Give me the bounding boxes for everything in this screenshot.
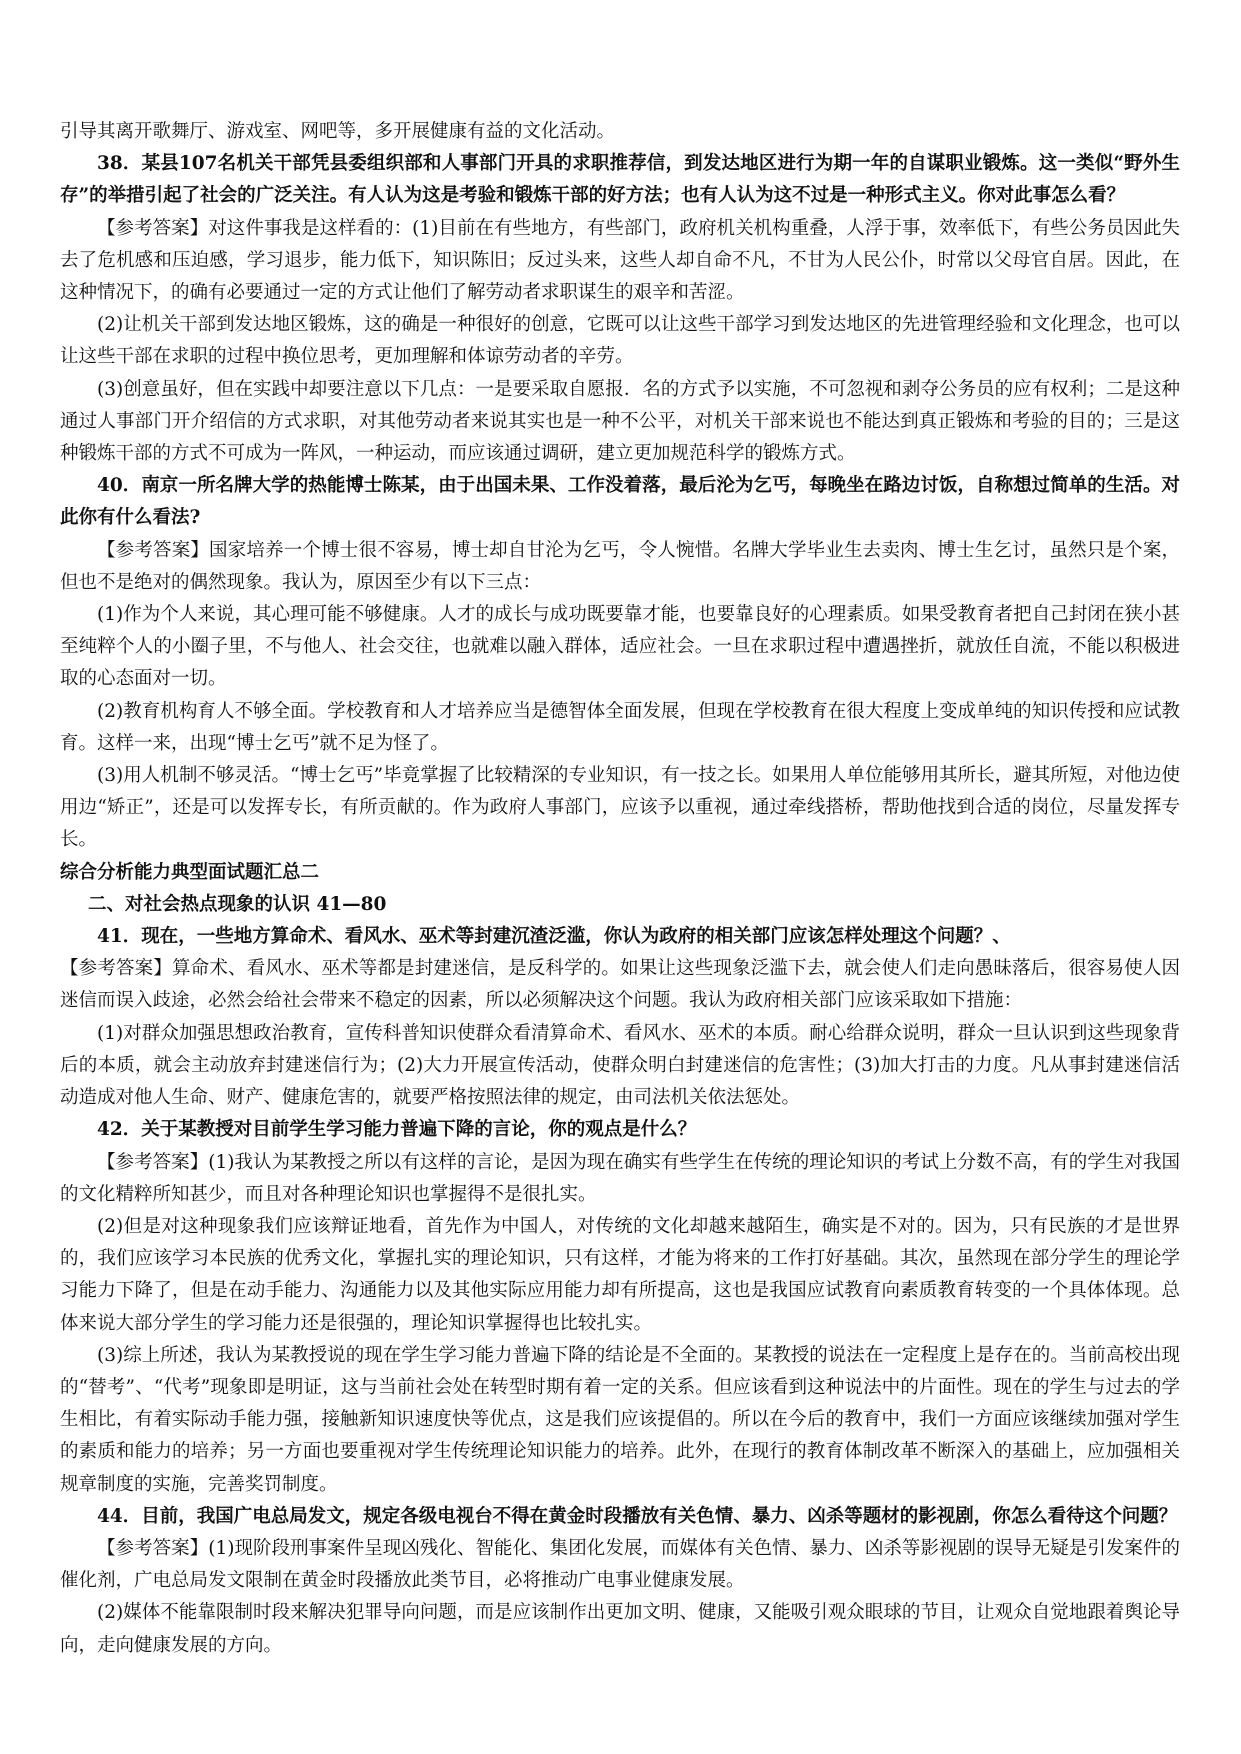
answer-42-point-2: (2)但是对这种现象我们应该辩证地看，首先作为中国人，对传统的文化却越来越陌生，确实是不对的。因为，只有民族的才是世界的，我们应该学习本民族的优秀文化，掌握扎实的理论知识，只有这样，才能为将来的工作打好基础。其次，虽然现在部分学生的理论学习能力下降了，但是在动手能力、沟通能力以及其他实际应用能力却有所提高，这也是我国应试教育向素质教育转变的一个具体体现。总体来说大部分学生的学习能力还是很强的，理论知识掌握得也比较扎实。 xyxy=(60,1215,1180,1334)
answer-42-point-3: (3)综上所述，我认为某教授说的现在学生学习能力普遍下降的结论是不全面的。某教授的说法在一定程度上是存在的。当前高校出现的“替考”、“代考”现象即是明证，这与当前社会处在转型时期有着一定的关系。但应该看到这种说法中的片面性。现在的学生与过去的学生相比，有着实际动手能力强，接触新知识速度快等优点，这是我们应该提倡的。所以在今后的教育中，我们一方面应该继续加强对学生的素质和能力的培养；另一方面也要重视对学生传统理论知识能力的培养。此外，在现行的教育体制改革不断深入的基础上，应加强相关规章制度的实施，完善奖罚制度。 xyxy=(60,1344,1180,1495)
answer-41-measures: (1)对群众加强思想政治教育，宣传科普知识使群众看清算命术、看风水、巫术的本质。耐心给群众说明，群众一旦认识到这些现象背后的本质，就会主动放弃封建迷信行为；(2)大力开展宣传活动，使群众明白封建迷信的危害性；(3)加大打击的力度。凡从事封建迷信活动造成对他人生命、财产、健康危害的，就要严格按照法律的规定，由司法机关依法惩处。 xyxy=(60,1022,1180,1109)
answer-44-point-1: 【参考答案】(1)现阶段刑事案件呈现凶残化、智能化、集团化发展，而媒体有关色情、暴力、凶杀等影视剧的误导无疑是引发案件的催化剂，广电总局发文限制在黄金时段播放此类节目，必将推动广电事业健康发展。 xyxy=(60,1537,1180,1592)
answer-38-point-2: (2)让机关干部到发达地区锻炼，这的确是一种很好的创意，它既可以让这些干部学习到发达地区的先进管理经验和文化理念，也可以让这些干部在求职的过程中换位思考，更加理解和体谅劳动者的辛劳。 xyxy=(60,314,1180,368)
answer-38-point-3: (3)创意虽好，但在实践中却要注意以下几点：一是要采取自愿报．名的方式予以实施，不可忽视和剥夺公务员的应有权利；二是这种通过人事部门开介绍信的方式求职，对其他劳动者来说其实也是一种不公平，对机关干部来说也不能达到真正锻炼和考验的目的；三是这种锻炼干部的方式不可成为一阵风，一种运动，而应该通过调研，建立更加规范科学的锻炼方式。 xyxy=(60,378,1180,465)
question-41: 41．现在，一些地方算命术、看风水、巫术等封建沉渣泛滥，你认为政府的相关部门应该怎样处理这个问题？、 xyxy=(97,926,1011,948)
document-body xyxy=(60,116,1180,1662)
answer-40-point-1: (1)作为个人来说，其心理可能不够健康。人才的成长与成功既要靠才能，也要靠良好的心理素质。如果受教育者把自己封闭在狭小甚至纯粹个人的小圈子里，不与他人、社会交往，也就难以融入群体，适应社会。一旦在求职过程中遭遇挫折，就放任自流，不能以积极进取的心态面对一切。 xyxy=(60,604,1180,690)
question-42: 42．关于某教授对目前学生学习能力普遍下降的言论，你的观点是什么？ xyxy=(97,1119,697,1141)
section-heading: 综合分析能力典型面试题汇总二 xyxy=(60,861,320,883)
answer-40-point-2: (2)教育机构育人不够全面。学校教育和人才培养应当是德智体全面发展，但现在学校教育在很大程度上变成单纯的知识传授和应试教育。这样一来，出现“博士乞丐”就不足为怪了。 xyxy=(60,700,1180,754)
subsection-heading: 二、对社会热点现象的认识 41—80 xyxy=(88,893,387,915)
answer-40-point-3: (3)用人机制不够灵活。“博士乞丐”毕竟掌握了比较精深的专业知识，有一技之长。如果用人单位能够用其所长，避其所短，对他边使用边“矫正”，还是可以发挥专长，有所贡献的。作为政府人事部门，应该予以重视，通过牵线搭桥，帮助他找到合适的岗位，尽量发挥专长。 xyxy=(60,765,1180,851)
answer-38-intro: 【参考答案】对这件事我是这样看的：(1)目前在有些地方，有些部门，政府机关机构重叠，人浮于事，效率低下，有些公务员因此失去了危机感和压迫感，学习退步，能力低下，知识陈旧；反过头来，这些人却自命不凡，不甘为人民公仆，时常以父母官自居。因此，在这种情况下，的确有必要通过一定的方式让他们了解劳动者求职谋生的艰辛和苦涩。 xyxy=(60,217,1180,304)
paragraph-intro-continuation: 引导其离开歌舞厅、游戏室、网吧等，多开展健康有益的文化活动。 xyxy=(60,121,616,142)
question-44: 44．目前，我国广电总局发文，规定各级电视台不得在黄金时段播放有关色情、暴力、凶杀等题材的影视剧，你怎么看待这个问题？ xyxy=(97,1505,1178,1527)
answer-42-point-1: 【参考答案】(1)我认为某教授之所以有这样的言论，是因为现在确实有些学生在传统的理论知识的考试上分数不高，有的学生对我国的文化精粹所知甚少，而且对各种理论知识也掌握得不是很扎实。 xyxy=(60,1151,1180,1205)
answer-40-intro: 【参考答案】国家培养一个博士很不容易，博士却自甘沦为乞丐，令人惋惜。名牌大学毕业生去卖肉、博士生乞讨，虽然只是个案，但也不是绝对的偶然现象。我认为，原因至少有以下三点： xyxy=(60,539,1180,593)
answer-44-point-2: (2)媒体不能靠限制时段来解决犯罪导向问题，而是应该制作出更加文明、健康，又能吸引观众眼球的节目，让观众自觉地跟着舆论导向，走向健康发展的方向。 xyxy=(60,1602,1180,1656)
answer-41-intro: 【参考答案】算命术、看风水、巫术等都是封建迷信，是反科学的。如果让这些现象泛滥下去，就会使人们走向愚昧落后，很容易使人因迷信而误入歧途，必然会给社会带来不稳定的因素，所以必须解决这个问题。我认为政府相关部门应该采取如下措施： xyxy=(60,958,1180,1012)
question-40: 40．南京一所名牌大学的热能博士陈某，由于出国未果、工作没着落，最后沦为乞丐，每晚坐在路边讨饭，自称想过简单的生活。对此你有什么看法? xyxy=(60,475,1180,529)
question-38: 38．某县107名机关干部凭县委组织部和人事部门开具的求职推荐信，到发达地区进行为期一年的自谋职业锻炼。这一类似“野外生存”的举措引起了社会的广泛关注。有人认为这是考验和锻炼干部的好方法；也有人认为这不过是一种形式主义。你对此事怎么看？ xyxy=(60,153,1180,207)
